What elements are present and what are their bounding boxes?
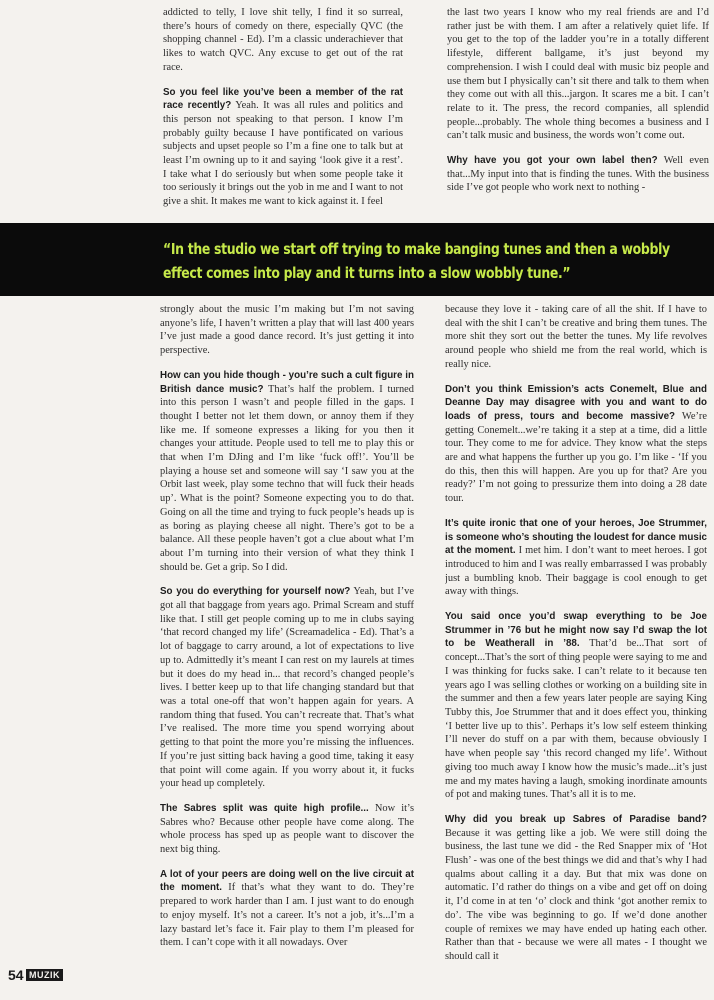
question-text: It’s quite ironic that one of your heroes, Joe Strummer, is someone who’s shouting the loudest for dance music at the moment.	[445, 517, 707, 557]
paragraph	[447, 6, 709, 143]
answer-text: If that’s what they want to do. They’re prepared to work harder than I am. I just want to do enough to enjoy myself. It’s not a career. It’s not a job, it’s...I’m a lazy bastard let’s face it. Fair play to them I’m pleased for them. I can’t cope with it all nowadays. Over	[160, 882, 414, 949]
paragraph	[445, 813, 707, 964]
answer-text: the last two years I know who my real friends are and I’d rather just be with them. I am after a relatively quiet life. If you get to the top of the ladder you’re in a totally different lifestyle, different ballgame, it’s just beyond my comprehension. I wish I could deal with music biz people and use them but I physically can’t sit there and talk to them when they come out with all this...jargon. It scares me a bit. I can’t relate to it. The press, the record companies, all splendid people...probably. The whole thing becomes a business and I can’t talk music and business, the words won’t come out.	[447, 7, 709, 142]
answer-text: because they love it - taking care of all the shit. If I have to deal with the shit I can’t be creative and bring them tunes. The more shit they sort out the better the tunes. My life revolves around people who shield me from the real world, which is really nice.	[445, 304, 707, 370]
question-text: Don’t you think Emission’s acts Conemelt, Blue and Deanne Day may disagree with you and want to do loads of press, tours and become massive?	[445, 383, 707, 422]
paragraph	[160, 868, 414, 950]
answer-text: addicted to telly, I love shit telly, I find it so surreal, there’s hours of comedy on there, especially QVC (the shopping channel - Ed). I’m a classic underachiever that likes to watch QVC. Any excuse to get out of the rat race.	[163, 7, 403, 73]
question-text: So you feel like you’ve been a member of the rat race recently?	[163, 86, 403, 112]
answer-text: We’re getting Conemelt...we’re taking it a step at a time, did a little tour. They come to me for advice. They know what the steps are and what happens the further up you go. I’m like - ‘If you do this, then this will happen. Are you up for that? Are you ready?’ I’m not going to pressurize them into doing a 28 date tour.	[445, 410, 707, 505]
question-text: How can you hide though - you’re such a cult figure in British dance music?	[160, 369, 414, 395]
column-2	[447, 6, 709, 220]
answer-text: strongly about the music I’m making but I’m not saving anyone’s life, I haven’t written a play that will last 400 years I’ve just made a good dance record. It’s just getting it into perspective.	[160, 304, 414, 357]
answer-text: Yeah. It was all rules and politics and this person not speaking to that person. I know I’m probably guilty because I have pontificated on various subjects and upset people so I’m a fine one to talk but at least I’m owning up to it and saying ‘look give it a rest’. I take what I do seriously but when some people take it too seriously it brings out the yob in me and I want to not give a shit. It makes me want to kick against it. I feel	[163, 100, 403, 208]
paragraph	[160, 303, 414, 358]
answer-text: Well even that...My input into that is finding the tunes. With the business side I’ve got people who work next to nothing -	[447, 155, 709, 194]
question-text: Why have you got your own label then?	[447, 155, 658, 167]
column-1	[163, 6, 403, 216]
column-3	[160, 303, 414, 971]
paragraph	[160, 369, 414, 575]
question-text: You said once you’d swap everything to be Joe Strummer in ’76 but he might now say I’d swap the lot to be Weatherall in ’88.	[445, 611, 707, 650]
answer-text: I met him. I don’t want to meet heroes. I got introduced to him and I was really embarrassed I was probably just a bumbling knob. Their baggage is cool enough to get away with things.	[445, 545, 707, 598]
answer-text: Because it was getting like a job. We were still doing the business, the last tune we did - the Red Snapper mix of ‘Hot Flush’ - was one of the best things we did and that’s why I had qualms about calling it a day. But that mix was done on automatic. I’d rather do things on a vibe and get off on doing it, I’d come in at ten ‘o’ clock and think ‘got another remix to do’. The vibe was beginning to go. If we’d done another couple of remixes we may have ended up hating each other. Rather than that - because we were all mates - I thought we should call it	[445, 827, 707, 962]
answer-text: Now it’s Sabres who? Because other people have come along. The whole process has sped up as people want to discover the next big thing.	[160, 802, 414, 856]
question-text: So you do everything for yourself now?	[160, 586, 351, 598]
question-text: Why did you break up Sabres of Paradise band?	[445, 813, 707, 825]
pull-quote: “In the studio we start off trying to make banging tunes and then a wobbly effect comes into play and it turns into a slow wobbly tune.”	[163, 240, 670, 282]
magazine-logo: MUZIK	[26, 969, 63, 981]
question-text: A lot of your peers are doing well on the live circuit at the moment.	[160, 868, 414, 894]
paragraph	[160, 585, 414, 791]
paragraph	[445, 383, 707, 506]
answer-text: That’d be...That sort of concept...That’s the sort of thing people were saying to me and I was thinking for fucks sake. I can’t relate to it because ten years ago I was selling clothes or working on a building site in the summer and then a few years later people are saying King Tubby this, Joe Strummer that and it does effect you, thinking ‘I better live up to this’. Perhaps it’s low self esteem thinking I’ll never do stuff on a par with them, because obviously I have when people say ‘this record changed my life’. Without giving too much away I know how the music’s made...it’s just me and my mates having a laugh, smoking inordinate amounts of pot and making tunes. That’s all it is to me.	[445, 638, 707, 801]
paragraph	[445, 517, 707, 599]
paragraph	[445, 303, 707, 372]
page-number: 54	[8, 967, 24, 983]
paragraph	[447, 154, 709, 195]
paragraph	[445, 610, 707, 802]
paragraph	[160, 802, 414, 857]
answer-text: Yeah, but I’ve got all that baggage from years ago. Primal Scream and stuff like that. I still get people coming up to me in clubs saying ‘that record changed my life’ (Screamadelica - Ed). That’s a lot of baggage to carry around, a lot of expectations to live up to. Admittedly it’s meant I can rest on my laurels at times but it does do my head in... that record’s changed people’s lives. I better keep up to that life changing standard but that was a total one-off that won’t happen again for years. A random thing that fused. You can’t recreate that. That’s what I’ve realised. The more time you spend worrying about getting to that point the more you’re missing the influences. If you’re just sitting back having a good time, taking it easy that point will come again. If you worry about it, it fucks your head up completely.	[160, 586, 414, 790]
column-4	[445, 303, 707, 983]
answer-text: That’s half the problem. I turned into this person I wasn’t and people filled in the gaps. I thought I better not let them down, or annoy them if they like me. If someone expresses a liking for you then it changes your attitude. People used to tell me to play this or that when I’m DJing and I’m like ‘fuck off!’. You’ll be playing a house set and someone will say ‘I saw you at the Orbit last week, play some techno that will fuck their heads up’. What is the point? Someone expecting you to do that. Going on all the time and trying to fuck people’s heads up is as boring as playing cheese all night. There’s got to be a balance. All these people haven’t got a clue about what I’m about I’m turning into their version of what they think I should be. Get a grip. So I did.	[160, 383, 414, 573]
paragraph	[163, 86, 403, 209]
question-text: The Sabres split was quite high profile...	[160, 802, 369, 814]
paragraph	[163, 6, 403, 75]
